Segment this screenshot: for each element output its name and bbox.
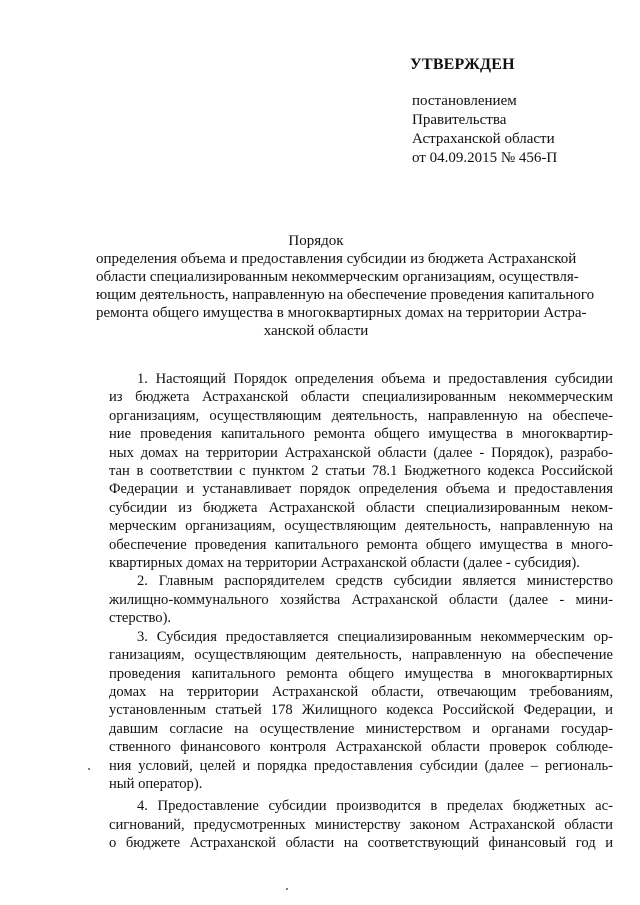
approval-line: постановлением [412, 93, 517, 109]
approval-lines [410, 92, 630, 168]
paragraph-line: ный оператор). [109, 775, 203, 792]
paragraph-4 [109, 797, 613, 852]
paragraph-line: из бюджета Астраханской области специализированным некоммерческим [109, 389, 613, 406]
approved-title: УТВЕРЖДЕН [410, 56, 515, 73]
document-subtitle-line: ющим деятельность, направленную на обеспечение проведения капитального [96, 287, 595, 303]
approval-date-number: от 04.09.2015 № 456-П [412, 150, 558, 166]
document-subtitle-line: ханской области [263, 323, 369, 339]
scan-speck [286, 888, 288, 890]
scan-speck [88, 768, 90, 770]
paragraph-line: ных домах на территории Астраханской области (далее - Порядок), разрабо- [109, 444, 613, 461]
paragraph-line: 4. Предоставление субсидии производится в пределах бюджетных ас- [137, 798, 613, 815]
paragraph-line: субсидии из бюджета Астраханской области специализированным неком- [109, 499, 613, 516]
paragraph-line: 2. Главным распорядителем средств субсидии является министерство [137, 573, 613, 590]
paragraph-line: домах на территории Астраханской области, отвечающим требованиям, [109, 683, 613, 700]
document-subtitle-line: ремонта общего имущества в многоквартирных домах на территории Астра- [96, 305, 587, 321]
paragraph-line: 1. Настоящий Порядок определения объема и предоставления субсидии [137, 371, 613, 387]
paragraph-line: проведения капитального ремонта общего имущества в многоквартирных [109, 665, 613, 682]
paragraph-3 [109, 628, 613, 794]
paragraph-line: организациям, осуществляющим деятельность, направленную на обеспече- [109, 407, 613, 424]
document-heading: Порядок [288, 233, 344, 249]
paragraph-line: Федерации и устанавливает порядок определения объема и предоставления [109, 481, 613, 498]
document-title [96, 232, 595, 340]
paragraph-line: сигнований, предусмотренных министерству законом Астраханской области [109, 816, 613, 833]
paragraph-line: жилищно-коммунального хозяйства Астраханской области (далее - мини- [109, 591, 613, 608]
paragraph-2 [109, 572, 613, 627]
document-body [109, 370, 613, 853]
paragraph-line: квартирных домах на территории Астраханской области (далее - субсидия). [109, 555, 580, 572]
paragraph-line: ния условий, целей и порядка предоставления субсидии (далее – региональ- [109, 757, 613, 774]
paragraph-line: установленным статьей 178 Жилищного кодекса Российской Федерации, и [109, 702, 613, 719]
approval-line: Правительства [412, 112, 507, 128]
paragraph-line: давшим согласие на осуществление министерством и органами государ- [109, 720, 613, 737]
paragraph-line: тан в соответствии с пунктом 2 статьи 78.1 Бюджетного кодекса Российской [109, 463, 613, 480]
paragraph-line: 3. Субсидия предоставляется специализированным некоммерческим ор- [137, 628, 613, 645]
document-subtitle-line: определения объема и предоставления субсидии из бюджета Астраханской [96, 251, 577, 267]
paragraph-line: мерческим организациям, осуществляющим деятельность, направленную на [109, 518, 613, 535]
paragraph-line: о бюджете Астраханской области на соответствующий финансовый год и [109, 835, 613, 852]
paragraph-1 [109, 370, 613, 572]
approval-line: Астраханской области [412, 131, 555, 147]
approval-block [410, 56, 630, 168]
document-subtitle-line: области специализированным некоммерческим организациям, осуществля- [96, 269, 579, 285]
paragraph-line: ственного финансового контроля Астраханской области проверок соблюде- [109, 739, 613, 756]
paragraph-line: ганизациям, осуществляющим деятельность, направленную на обеспечение [109, 647, 613, 664]
paragraph-line: обеспечение проведения капитального ремонта общего имущества в много- [109, 536, 613, 553]
paragraph-line: стерство). [109, 610, 172, 627]
paragraph-line: ние проведения капитального ремонта общего имущества в многоквартир- [109, 426, 613, 443]
